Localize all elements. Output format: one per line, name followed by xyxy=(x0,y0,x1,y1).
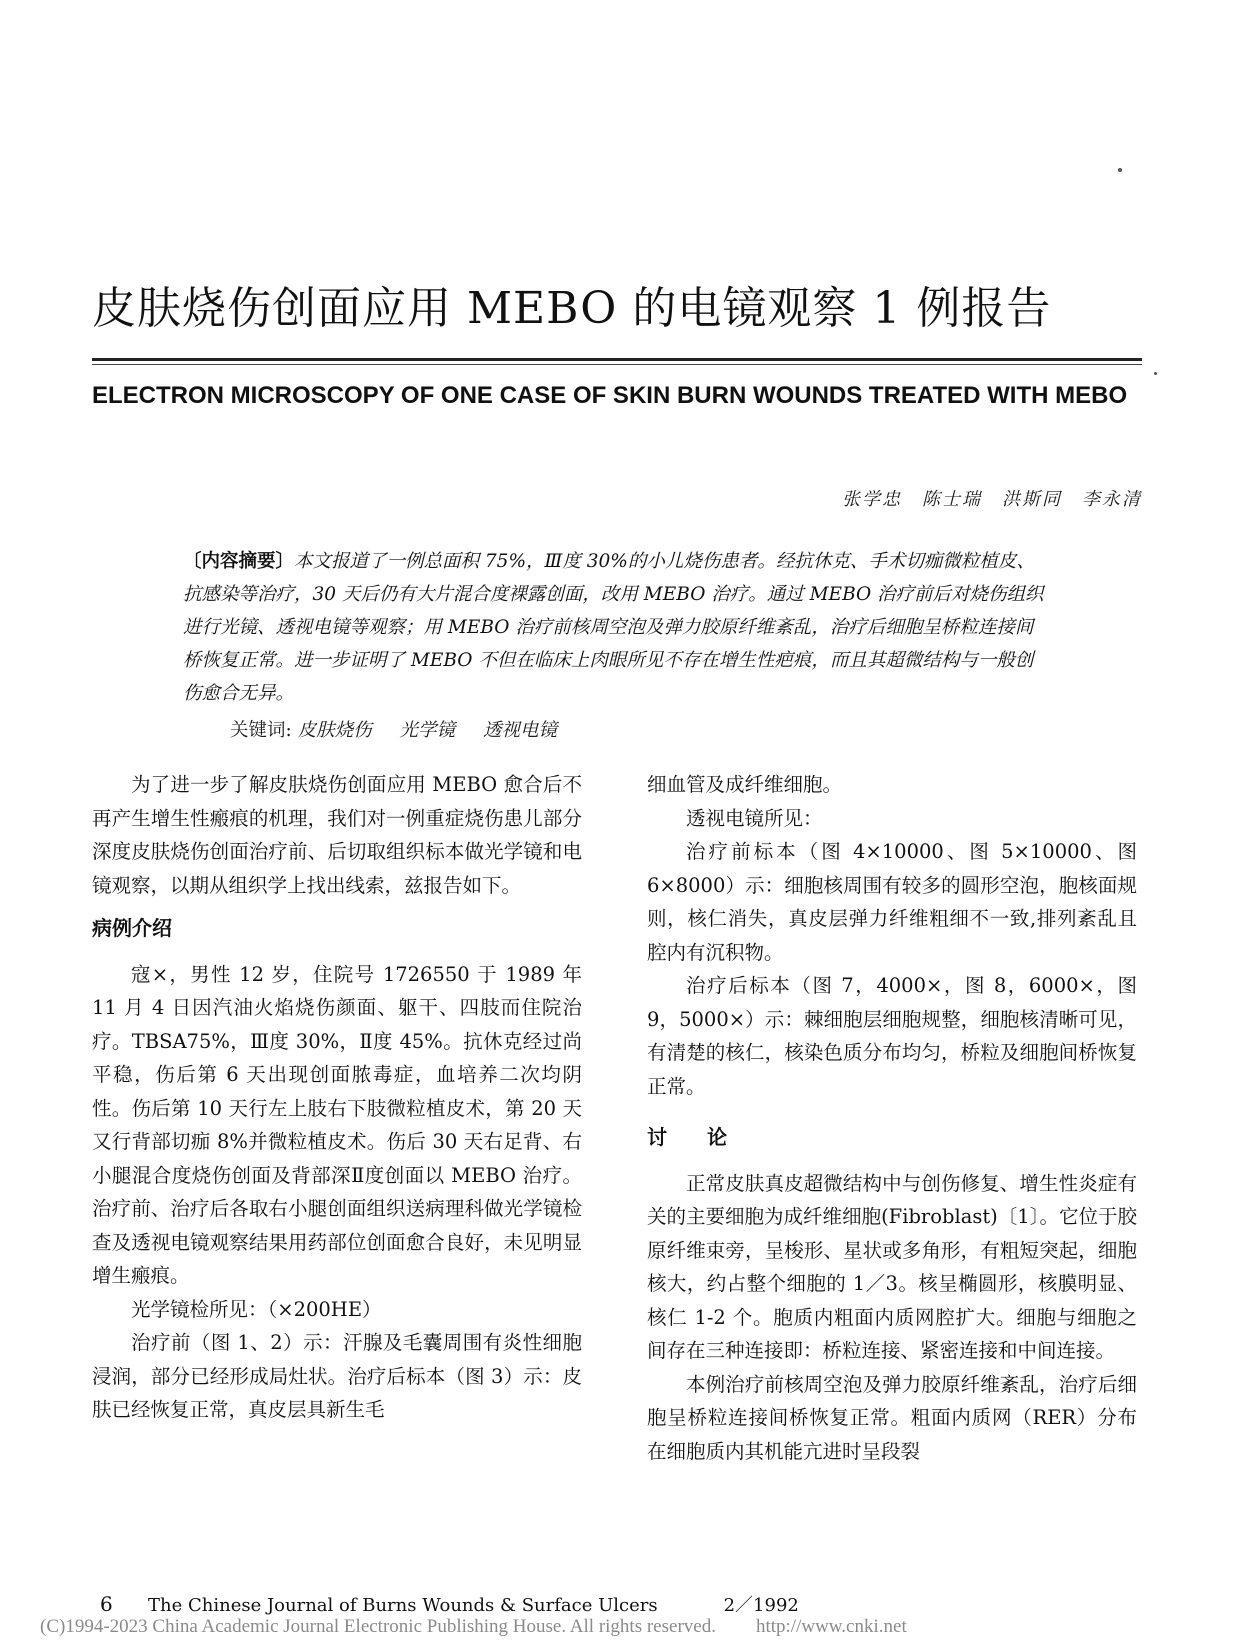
intro-paragraph: 为了进一步了解皮肤烧伤创面应用 MEBO 愈合后不再产生增生性瘢痕的机理，我们对一例重症烧伤患儿部分深度皮肤烧伤创面治疗前、后切取组织标本做光学镜和电镜观察，以期从组织学上找出线索，兹报告如下。 xyxy=(92,773,582,897)
light-microscopy-heading: 光学镜检所见：（×200HE） xyxy=(131,1297,382,1321)
title-rule-thick xyxy=(92,358,1142,361)
scan-speck xyxy=(1154,372,1157,375)
discussion-paragraph-2: 本例治疗前核周空泡及弹力胶原纤维紊乱，治疗后细胞呈桥粒连接间桥恢复正常。粗面内质网（RER）分布在细胞质内其机能亢进时呈段裂 xyxy=(647,1372,1137,1463)
discussion-heading: 讨 论 xyxy=(647,1125,727,1149)
case-heading: 病例介绍 xyxy=(92,916,172,940)
continued-text: 细血管及成纤维细胞。 xyxy=(647,773,843,796)
keyword-item: 皮肤烧伤 xyxy=(297,720,372,741)
abstract xyxy=(183,545,1048,710)
case-paragraph: 寇×，男性 12 岁，住院号 1726550 于 1989 年 11 月 4 日因汽油火焰烧伤颜面、躯干、四肢而住院治疗。TBSA75%，Ⅲ度 30%，Ⅱ度 45%。抗休克经过尚平稳，伤后第 6 天出现创面脓毒症，血培养二次均阴性。伤后第 10 天行左上肢右下肢微粒植皮术，第 20 天又行背部切痂 8%并微粒植皮术。伤后 30 天右足背、右小腿混合度烧伤创面及背部深Ⅱ度创面以 MEBO 治疗。治疗前、治疗后各取右小腿创面组织送病理科做光学镜检查及透视电镜观察结果用药部位创面愈合良好，未见明显增生瘢痕。 xyxy=(92,962,582,1287)
journal-issue: 2／1992 xyxy=(723,1595,799,1616)
abstract-label: 〔内容摘要〕 xyxy=(183,551,295,572)
author-list: 张学忠 陈士瑞 洪斯同 李永清 xyxy=(842,489,1142,510)
page-footer xyxy=(100,1591,1200,1617)
electron-microscopy-heading: 透视电镜所见： xyxy=(686,806,823,830)
paper-title: 皮肤烧伤创面应用 MEBO 的电镜观察 1 例报告 xyxy=(92,283,1052,334)
copyright-url[interactable]: http://www.cnki.net xyxy=(755,1616,907,1637)
keywords-label: 关键词: xyxy=(230,720,292,741)
keyword-item: 透视电镜 xyxy=(482,720,557,741)
scan-speck xyxy=(1118,168,1122,172)
right-column xyxy=(647,768,1137,1468)
keyword-item: 光学镜 xyxy=(399,720,456,741)
copyright-notice xyxy=(40,1616,1240,1638)
title-rule-thin xyxy=(92,364,1142,365)
em-after-paragraph: 治疗后标本（图 7，4000×，图 8，6000×，图 9，5000×）示：棘细胞层细胞规整，细胞核清晰可见，有清楚的核仁，核染色质分布均匀，桥粒及细胞间桥恢复正常。 xyxy=(647,974,1137,1098)
journal-name: The Chinese Journal of Burns Wounds & Surface Ulcers xyxy=(148,1595,658,1616)
copyright-text: (C)1994-2023 China Academic Journal Electronic Publishing House. All rights reserved. xyxy=(40,1616,716,1637)
english-title: ELECTRON MICROSCOPY OF ONE CASE OF SKIN BURN WOUNDS TREATED WITH MEBO xyxy=(92,382,1128,409)
keywords xyxy=(230,716,1030,742)
em-before-paragraph: 治疗前标本（图 4×10000、图 5×10000、图 6×8000）示：细胞核周围有较多的圆形空泡，胞核面规则，核仁消失，真皮层弹力纤维粗细不一致,排列紊乱且腔内有沉积物。 xyxy=(647,840,1137,964)
abstract-text: 本文报道了一例总面积 75%，Ⅲ度 30%的小儿烧伤患者。经抗休克、手术切痂微粒植皮、抗感染等治疗，30 天后仍有大片混合度裸露创面，改用 MEBO 治疗。通过 MEBO 治疗前后对烧伤组织进行光镜、透视电镜等观察；用 MEBO 治疗前核周空泡及弹力胶原纤维紊乱，治疗后细胞呈桥粒连接间桥恢复正常。进一步证明了 MEBO 不但在临床上肉眼所见不存在增生性疤痕，而且其超微结构与一般创伤愈合无异。 xyxy=(183,551,1044,704)
discussion-paragraph-1: 正常皮肤真皮超微结构中与创伤修复、增生性炎症有关的主要细胞为成纤维细胞(Fibroblast)〔1〕。它位于胶原纤维束旁，呈梭形、星状或多角形，有粗短突起，细胞核大，约占整个细胞的 1／3。核呈椭圆形，核膜明显、核仁 1-2 个。胞质内粗面内质网腔扩大。细胞与细胞之间存在三种连接即：桥粒连接、紧密连接和中间连接。 xyxy=(647,1171,1137,1362)
left-column xyxy=(92,768,582,1427)
light-microscopy-paragraph: 治疗前（图 1、2）示：汗腺及毛囊周围有炎性细胞浸润，部分已经形成局灶状。治疗后标本（图 3）示：皮肤已经恢复正常，真皮层具新生毛 xyxy=(92,1331,582,1421)
page-number: 6 xyxy=(100,1592,113,1616)
